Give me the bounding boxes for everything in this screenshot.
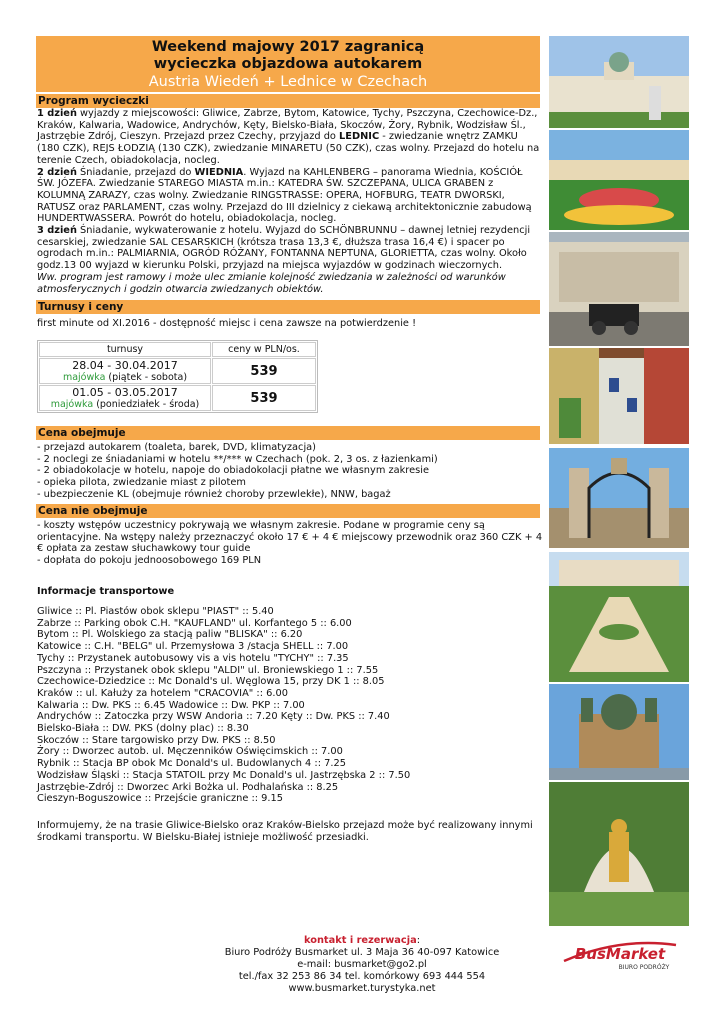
excludes-list [37, 520, 543, 567]
photo-museum [549, 36, 689, 128]
contact-email[interactable]: e-mail: busmarket@go2.pl [297, 959, 427, 970]
list-item: - opieka pilota, zwiedzanie miast z pilotem [37, 477, 246, 489]
term-days [40, 372, 210, 383]
list-item: - dopłata do pokoju jednoosobowego 169 PLN [37, 555, 262, 567]
transport-stops [37, 606, 543, 805]
photo-carriage [549, 232, 689, 346]
title-banner [36, 36, 540, 92]
title-line-1: Weekend majowy 2017 zagranicą [151, 39, 425, 55]
program-day-3 [37, 225, 543, 272]
photo-palace-garden [549, 552, 689, 682]
contact-label: kontakt i rezerwacja [303, 935, 417, 946]
list-item: Bielsko-Biała :: DW. PKS (dolny plac) :: 8.30 [37, 723, 249, 735]
list-item: Gliwice :: Pl. Piastów obok sklepu "PIAST" :: 5.40 [37, 606, 274, 617]
logo-subtext: BIURO PODRÓŻY [618, 964, 670, 971]
section-excludes-header: Cena nie obejmuje [36, 504, 540, 518]
day-2-text-b: . Wyjazd na KAHLENBERG – panorama Wiednia, KOŚCIÓŁ ŚW. JÓZEFA. Zwiedzanie STAREGO MIASTA m.in.: KATEDRA ŚW. SZCZEPANA, ULICA GRABEN z KOLUMNĄ ZARAZY, czas wolny. Zwiedzanie RINGSTRASSE: OPERA, HOFBURG, TEATR DWORSKI, RATUSZ oraz PARLAMENT, czas wolny. Przejazd do III dzielnicy z ciekawą architektonicznie zabudową HUNDERTWASSERA. Powrót do hotelu, obiadokolacja, nocleg. [37, 166, 532, 225]
list-item: Czechowice-Dziedzice :: Mc Donald's ul. Węglowa 15, przy DK 1 :: 8.05 [37, 676, 385, 688]
program-day-1 [37, 108, 543, 167]
term-weekdays: (piątek - sobota) [105, 371, 188, 383]
photo-gate [549, 448, 689, 548]
contact-colon: : [416, 935, 421, 946]
section-turnusy-header: Turnusy i ceny [36, 300, 540, 314]
list-item: Jastrzębie-Zdrój :: Dworzec Arki Bożka ul. Podhalańska :: 8.25 [37, 781, 339, 793]
list-item: Pszczyna :: Przystanek obok sklepu "ALDI" ul. Broniewskiego 1 :: 7.55 [37, 664, 379, 676]
price-cell: 539 [212, 358, 316, 384]
list-item: Wodzisław Śląski :: Stacja STATOIL przy Mc Donald's ul. Jastrzębska 2 :: 7.50 [37, 769, 411, 781]
list-item: Andrychów :: Zatoczka przy WSW Andoria :: 7.20 Kęty :: Dw. PKS :: 7.40 [37, 711, 390, 723]
title-line-3: Austria Wiedeń + Lednice w Czechach [148, 74, 428, 90]
day-2-bold: WIEDNIA [194, 166, 244, 178]
contact-label-line [0, 935, 724, 947]
title-line-2: wycieczka objazdowa autokarem [153, 56, 423, 72]
list-item: - przejazd autokarem (toaleta, barek, DVD, klimatyzacja) [37, 442, 316, 453]
table-row [39, 385, 316, 411]
list-item: - koszty wstępów uczestnicy pokrywają we własnym zakresie. Podane w programie ceny są orientacyjne. Na wstępy należy przeznaczyć około 17 € + 4 € miejscowy przewodnik oraz 360 CZK + 4 € opłata za zestaw słuchawkowy tour guide [37, 520, 543, 555]
section-program-header: Program wycieczki [36, 94, 540, 108]
day-1-bold: LEDNIC [339, 131, 380, 143]
photo-cathedral [549, 684, 689, 780]
program-note: Ww. program jest ramowy i może ulec zmianie kolejność zwiedzania w zależności od warunków atmosferycznych i godzin otwarcia zwiedzanych obiektów. [37, 271, 506, 295]
photo-strauss-monument [549, 782, 689, 926]
program-day-2 [37, 167, 543, 226]
price-table [37, 340, 318, 413]
col-header-turnusy: turnusy [39, 342, 211, 357]
day-1-text-a: wyjazdy z miejscowości: Gliwice, Zabrze, Bytom, Katowice, Tychy, Pszczyna, Czechowice-Dz., Kraków, Kalwaria, Wadowice, Andrychów, Kęty, Bielsko-Biała, Skoczów, Żory, Rybnik, Wodzisław Śl., Jastrzębie Zdrój, Cieszyn. Przejazd przez Czechy, przyjazd do [37, 108, 538, 143]
day-1-text-b: - zwiedzanie wnętrz ZAMKU (180 CZK), REJS ŁODZIĄ (130 CZK), zwiedzanie MINARETU (50 CZK), czas wolny. Przejazd do hotelu na terenie Czech, obiadokolacja, nocleg. [37, 131, 540, 166]
list-item: Skoczów :: Stare targowisko przy Dw. PKS :: 8.50 [37, 734, 276, 746]
list-item: Cieszyn-Boguszowice :: Przejście graniczne :: 9.15 [37, 793, 283, 805]
contact-address: Biuro Podróży Busmarket ul. 3 Maja 36 40-097 Katowice [224, 947, 500, 958]
term-dates: 28.04 - 30.04.2017 [72, 358, 178, 372]
day-3-label: 3 dzień [37, 225, 77, 237]
list-item: Zabrze :: Parking obok C.H. "KAUFLAND" ul. Korfantego 5 :: 6.00 [37, 617, 352, 629]
logo-text: BusMarket [574, 945, 666, 963]
list-item: Tychy :: Przystanek autobusowy vis a vis hotelu "TYCHY" :: 7.35 [37, 652, 349, 664]
list-item: Rybnik :: Stacja BP obok Mc Donald's ul. Budowlanych 4 :: 7.25 [37, 758, 346, 770]
list-item: Kalwaria :: Dw. PKS :: 6.45 Wadowice :: Dw. PKP :: 7.00 [37, 699, 305, 711]
majowka-tag: majówka [50, 398, 94, 410]
day-1-label: 1 dzień [37, 108, 77, 119]
term-cell [39, 385, 211, 411]
list-item: Bytom :: Pl. Wolskiego za stacją paliw "BLISKA" :: 6.20 [37, 629, 303, 641]
transport-title: Informacje transportowe [37, 586, 175, 597]
contact-website[interactable]: www.busmarket.turystyka.net [288, 983, 436, 994]
list-item: Żory :: Dworzec autob. ul. Męczenników Oświęcimskich :: 7.00 [37, 746, 343, 758]
contact-phone: tel./fax 32 253 86 34 tel. komórkowy 693 444 554 [238, 971, 486, 982]
includes-list [37, 442, 543, 501]
list-item: - ubezpieczenie KL (obejmuje również choroby przewlekłe), NNW, bagaż [37, 488, 391, 500]
contact-footer [0, 935, 724, 995]
term-dates: 01.05 - 03.05.2017 [72, 385, 178, 399]
list-item: - 2 noclegi ze śniadaniami w hotelu **/*** w Czechach (pok. 2, 3 os. z łazienkami) [37, 453, 438, 465]
col-header-price: ceny w PLN/os. [212, 342, 316, 357]
term-cell [39, 358, 211, 384]
section-includes-header: Cena obejmuje [36, 426, 540, 440]
day-3-text-a: Śniadanie, wykwaterowanie z hotelu. Wyjazd do SCHÖNBRUNNU – dawnej letniej rezydencji cesarskiej, zwiedzanie SAL CESARSKICH (krótsza trasa 13,3 €, dłuższa trasa 16,4 €) i spacer po ogrodach m.in.: PALMIARNIA, OGRÓD RÓŻANY, FONTANNA NEPTUNA, GLORIETTA, czas wolny. Około godz.13 00 wyjazd w kierunku Polski, przyjazd na miejsca wyjazdów w godzinach wieczornych. [37, 225, 531, 272]
photo-hundertwasser [549, 348, 689, 444]
term-days [40, 399, 210, 410]
price-cell: 539 [212, 385, 316, 411]
day-2-label: 2 dzień [37, 166, 77, 178]
photo-garden [549, 130, 689, 230]
table-row [39, 358, 316, 384]
majowka-tag: majówka [62, 371, 106, 383]
list-item: - 2 obiadokolacje w hotelu, napoje do obiadokolacji płatne we własnym zakresie [37, 465, 429, 477]
program-text [37, 108, 543, 295]
turnusy-intro: first minute od XI.2016 - dostępność miejsc i cena zawsze na potwierdzenie ! [37, 318, 417, 329]
transport-info: Informujemy, że na trasie Gliwice-Bielsko oraz Kraków-Bielsko przejazd może być realizowany innymi środkami transportu. W Bielsku-Białej istnieje możliwość przesiadki. [37, 820, 533, 843]
day-2-text-a: Śniadanie, przejazd do [76, 166, 195, 178]
term-weekdays: (poniedziałek - środa) [93, 398, 200, 410]
list-item: Katowice :: C.H. "BELG" ul. Przemysłowa 3 /stacja SHELL :: 7.00 [37, 641, 349, 653]
list-item: Kraków :: ul. Kałuży za hotelem "CRACOVIA" :: 6.00 [37, 687, 288, 699]
